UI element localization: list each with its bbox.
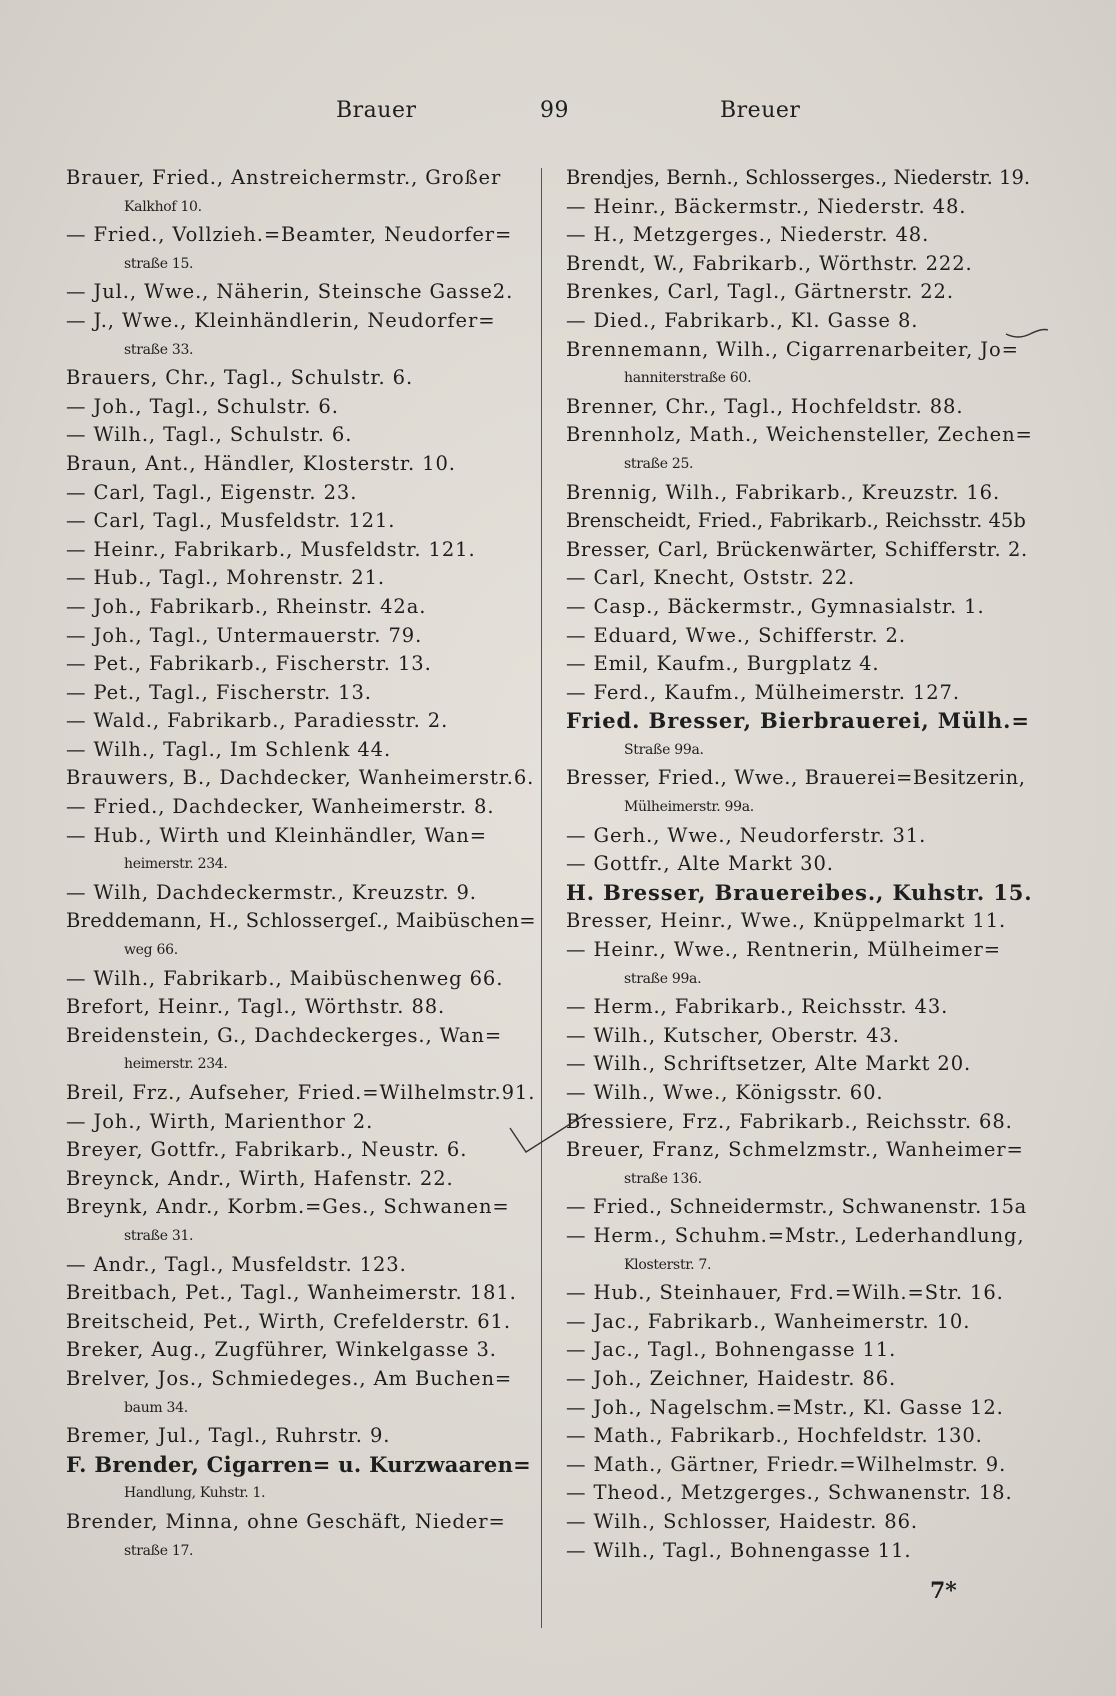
directory-entry-line: — Gerh., Wwe., Neudorferstr. 31. <box>566 823 927 847</box>
directory-entry-line: Breuer, Franz, Schmelzmstr., Wanheimer= <box>566 1138 1024 1162</box>
directory-entry-line: Brennig, Wilh., Fabrikarb., Kreuzstr. 16. <box>566 480 1001 504</box>
directory-entry-line: — Heinr., Bäckermstr., Niederstr. 48. <box>566 194 967 218</box>
directory-entry-line: heimerstr. 234. <box>124 856 228 873</box>
directory-entry-line: Brelver, Jos., Schmiedeges., Am Buchen= <box>66 1366 513 1390</box>
directory-entry-line: Brender, Minna, ohne Geschäft, Nieder= <box>66 1509 506 1533</box>
directory-entry-line: — Pet., Tagl., Fischerstr. 13. <box>66 680 372 704</box>
left-column <box>66 164 536 1565</box>
directory-entry-line: — Math., Fabrikarb., Hochfeldstr. 130. <box>566 1424 983 1448</box>
running-head-right: Breuer <box>720 98 801 123</box>
directory-entry-line: H. Bresser, Brauereibes., Kuhstr. 15. <box>566 879 1033 905</box>
directory-entry-line: straße 31. <box>124 1227 194 1244</box>
directory-entry-line: — Hub., Wirth und Kleinhändler, Wan= <box>66 823 487 847</box>
directory-entry-line: straße 136. <box>624 1170 702 1187</box>
directory-entry-line: straße 17. <box>124 1542 194 1559</box>
directory-entry-line: — Fried., Vollzieh.=Beamter, Neudorfer= <box>66 223 513 247</box>
directory-entry-line: — Theod., Metzgerges., Schwanenstr. 18. <box>566 1481 1013 1505</box>
directory-entry-line: F. Brender, Cigarren= u. Kurzwaaren= <box>66 1451 532 1477</box>
directory-entry-line: — Wilh., Tagl., Schulstr. 6. <box>66 423 353 447</box>
directory-entry-line: — Andr., Tagl., Musfeldstr. 123. <box>66 1252 407 1276</box>
directory-entry-line: — Joh., Zeichner, Haidestr. 86. <box>566 1366 897 1390</box>
directory-entry-line: — Emil, Kaufm., Burgplatz 4. <box>566 652 880 676</box>
directory-entry-line: — Jac., Fabrikarb., Wanheimerstr. 10. <box>566 1309 971 1333</box>
directory-entry-line: Brendt, W., Fabrikarb., Wörthstr. 222. <box>566 251 973 275</box>
directory-entry-line: — Jul., Wwe., Näherin, Steinsche Gasse2. <box>66 280 514 304</box>
directory-entry-line: Bresser, Heinr., Wwe., Knüppelmarkt 11. <box>566 909 1007 933</box>
directory-entry-line: Braun, Ant., Händler, Klosterstr. 10. <box>66 451 456 475</box>
directory-entry-line: — Pet., Fabrikarb., Fischerstr. 13. <box>66 652 432 676</box>
directory-entry-line: Breddemann, H., Schlossergeſ., Maibüschen= <box>66 909 536 933</box>
directory-entry-line: — Wilh., Tagl., Im Schlenk 44. <box>66 737 392 761</box>
directory-entry-line: — Wilh., Schriftsetzer, Alte Markt 20. <box>566 1052 972 1076</box>
directory-entry-line: Brendjes, Bernh., Schlosserges., Niederstr. 19. <box>566 166 1031 189</box>
directory-entry-line: Fried. Bresser, Bierbrauerei, Mülh.= <box>566 708 1030 734</box>
directory-entry-line: Handlung, Kuhstr. 1. <box>124 1485 266 1502</box>
directory-entry-line: — Wald., Fabrikarb., Paradiesstr. 2. <box>66 709 449 733</box>
directory-entry-line: hanniterstraße 60. <box>624 370 752 387</box>
page-number: 99 <box>540 98 569 123</box>
directory-entry-line: straße 25. <box>624 455 694 472</box>
directory-entry-line: — Hub., Steinhauer, Frd.=Wilh.=Str. 16. <box>566 1281 1004 1305</box>
directory-entry-line: — Gottfr., Alte Markt 30. <box>566 852 834 876</box>
directory-entry-line: Bresser, Carl, Brückenwärter, Schifferstr. 2. <box>566 537 1028 561</box>
directory-entry-line: — Joh., Nagelschm.=Mstr., Kl. Gasse 12. <box>566 1395 1004 1419</box>
directory-entry-line: Brauers, Chr., Tagl., Schulstr. 6. <box>66 366 414 390</box>
directory-entry-line: Breidenstein, G., Dachdeckerges., Wan= <box>66 1023 503 1047</box>
directory-entry-line: — Hub., Tagl., Mohrenstr. 21. <box>66 566 385 590</box>
directory-entry-line: Breil, Frz., Aufseher, Fried.=Wilhelmstr.91. <box>66 1081 536 1104</box>
directory-entry-line: Brauwers, B., Dachdecker, Wanheimerstr.6. <box>66 766 535 790</box>
directory-entry-line: Brenner, Chr., Tagl., Hochfeldstr. 88. <box>566 394 964 418</box>
directory-entry-line: — Herm., Schuhm.=Mstr., Lederhandlung, <box>566 1223 1025 1247</box>
directory-entry-line: — Joh., Tagl., Schulstr. 6. <box>66 394 339 418</box>
directory-entry-line: — Joh., Fabrikarb., Rheinstr. 42a. <box>66 594 427 618</box>
directory-entry-line: Breker, Aug., Zugführer, Winkelgasse 3. <box>66 1338 497 1362</box>
directory-entry-line: baum 34. <box>124 1399 188 1416</box>
directory-entry-line: Brefort, Heinr., Tagl., Wörthstr. 88. <box>66 995 446 1019</box>
directory-entry-line: — Carl, Tagl., Musfeldstr. 121. <box>66 509 396 533</box>
directory-entry-line: Bressiere, Frz., Fabrikarb., Reichsstr. 68. <box>566 1109 1013 1133</box>
directory-entry-line: — Fried., Schneidermstr., Schwanenstr. 15a <box>566 1195 1027 1219</box>
directory-entry-line: — Carl, Knecht, Oststr. 22. <box>566 566 856 590</box>
directory-entry-line: Brenkes, Carl, Tagl., Gärtnerstr. 22. <box>566 280 954 304</box>
directory-entry-line: Breitscheid, Pet., Wirth, Crefelderstr. 61. <box>66 1309 511 1333</box>
right-column <box>566 164 1036 1565</box>
directory-entry-line: — Carl, Tagl., Eigenstr. 23. <box>66 480 358 504</box>
column-divider <box>541 168 542 1628</box>
directory-entry-line: Mülheimerstr. 99a. <box>624 799 754 816</box>
directory-entry-line: — Fried., Dachdecker, Wanheimerstr. 8. <box>66 795 495 819</box>
directory-entry-line: Breynck, Andr., Wirth, Hafenstr. 22. <box>66 1166 454 1190</box>
directory-entry-line: — Eduard, Wwe., Schifferstr. 2. <box>566 623 906 647</box>
directory-entry-line: Brennholz, Math., Weichensteller, Zechen= <box>566 423 1033 447</box>
directory-entry-line: — Joh., Tagl., Untermauerstr. 79. <box>66 623 423 647</box>
directory-entry-line: straße 99a. <box>624 970 702 987</box>
directory-entry-line: — Wilh, Dachdeckermstr., Kreuzstr. 9. <box>66 880 477 904</box>
directory-entry-line: Breyer, Gottfr., Fabrikarb., Neustr. 6. <box>66 1138 468 1162</box>
directory-entry-line: — Math., Gärtner, Friedr.=Wilhelmstr. 9. <box>566 1452 1007 1476</box>
directory-entry-line: Brauer, Fried., Anstreichermstr., Großer <box>66 166 502 189</box>
directory-entry-line: Bremer, Jul., Tagl., Ruhrstr. 9. <box>66 1424 391 1448</box>
running-head-left: Brauer <box>336 98 417 123</box>
directory-entry-line: — Heinr., Fabrikarb., Musfeldstr. 121. <box>66 537 476 561</box>
directory-entry-line: — Wilh., Schlosser, Haidestr. 86. <box>566 1509 918 1533</box>
directory-entry-line: — Herm., Fabrikarb., Reichsstr. 43. <box>566 995 949 1019</box>
directory-entry-line: — Joh., Wirth, Marienthor 2. <box>66 1109 374 1133</box>
directory-entry-line: — Wilh., Wwe., Königsstr. 60. <box>566 1081 884 1104</box>
directory-entry-line: Kalkhof 10. <box>124 198 202 215</box>
directory-entry-line: heimerstr. 234. <box>124 1056 228 1073</box>
directory-entry-line: — Died., Fabrikarb., Kl. Gasse 8. <box>566 308 919 332</box>
directory-entry-line: — Heinr., Wwe., Rentnerin, Mülheimer= <box>566 938 1002 962</box>
directory-entry-line: Brenscheidt, Fried., Fabrikarb., Reichsstr. 45b <box>566 509 1026 533</box>
pencil-tick-mark <box>1004 326 1050 340</box>
directory-entry-line: straße 15. <box>124 255 194 272</box>
directory-entry-line: Klosterstr. 7. <box>624 1256 712 1273</box>
directory-entry-line: weg 66. <box>124 942 178 959</box>
directory-entry-line: Straße 99a. <box>624 741 704 758</box>
directory-entry-line: — Casp., Bäckermstr., Gymnasialstr. 1. <box>566 594 985 618</box>
directory-entry-line: — Ferd., Kaufm., Mülheimerstr. 127. <box>566 680 960 704</box>
directory-entry-line: straße 33. <box>124 341 194 358</box>
directory-entry-line: Breitbach, Pet., Tagl., Wanheimerstr. 181. <box>66 1281 517 1305</box>
directory-entry-line: Breynk, Andr., Korbm.=Ges., Schwanen= <box>66 1195 510 1219</box>
directory-entry-line: Brennemann, Wilh., Cigarrenarbeiter, Jo= <box>566 337 1019 361</box>
directory-entry-line: — Wilh., Fabrikarb., Maibüschenweg 66. <box>66 966 504 990</box>
directory-entry-line: Bresser, Fried., Wwe., Brauerei=Besitzerin, <box>566 766 1026 790</box>
directory-entry-line: — Wilh., Tagl., Bohnengasse 11. <box>566 1538 912 1562</box>
pencil-check-mark <box>508 1112 588 1156</box>
signature-mark: 7* <box>930 1578 957 1604</box>
directory-entry-line: — J., Wwe., Kleinhändlerin, Neudorfer= <box>66 308 496 332</box>
directory-entry-line: — H., Metzgerges., Niederstr. 48. <box>566 223 930 247</box>
directory-entry-line: — Jac., Tagl., Bohnengasse 11. <box>566 1338 897 1362</box>
directory-entry-line: — Wilh., Kutscher, Oberstr. 43. <box>566 1023 900 1047</box>
